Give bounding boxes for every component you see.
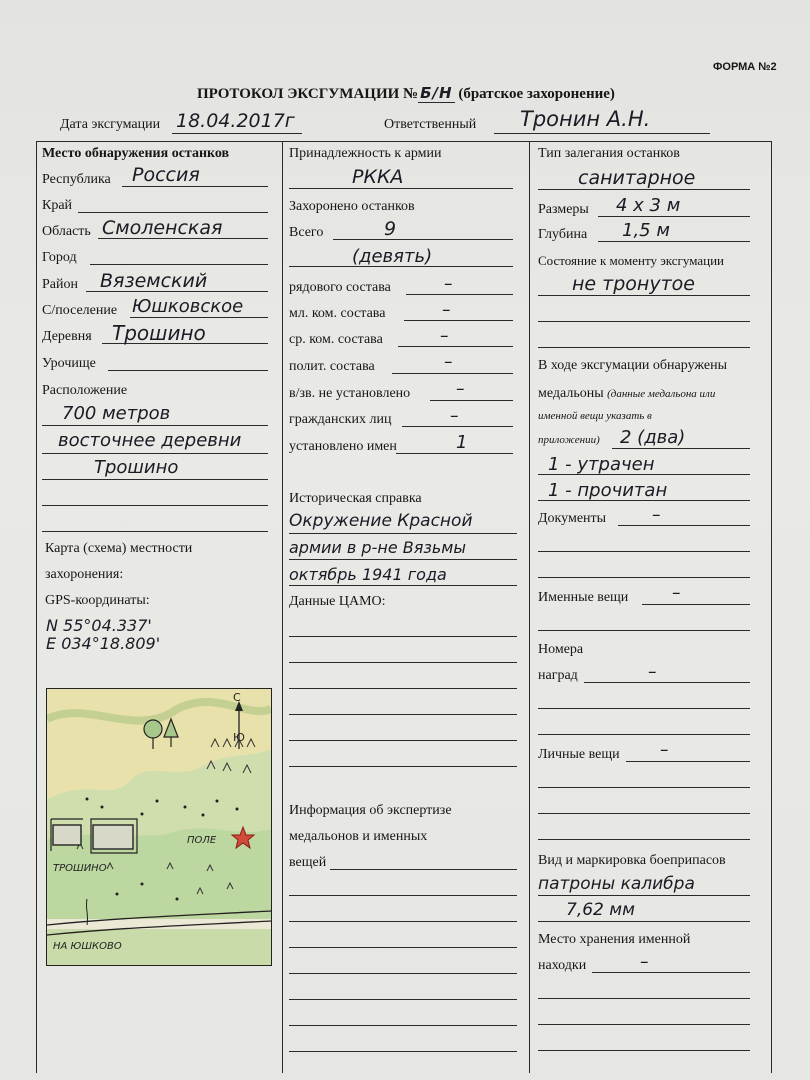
- gps-east: E 034°18.809': [46, 634, 161, 653]
- buried-label: Захоронено останков: [289, 199, 415, 214]
- oblast-label: Область: [42, 224, 91, 239]
- history-line1: Окружение Красной: [289, 511, 473, 531]
- total-value: 9: [384, 218, 397, 240]
- ammo-line1: патроны калибра: [538, 874, 695, 894]
- rank-row-label: ср. ком. состава: [289, 332, 383, 347]
- krai-label: Край: [42, 198, 73, 213]
- page-title: [197, 84, 615, 103]
- size-label: Размеры: [538, 202, 589, 217]
- district-value: Вяземский: [100, 270, 208, 292]
- expertise-label-3: вещей: [289, 855, 327, 870]
- location-line2: восточнее деревни: [58, 430, 242, 451]
- rank-row-value: –: [456, 379, 465, 399]
- date-value: 18.04.2017г: [176, 110, 295, 132]
- map-label-1: Карта (схема) местности: [45, 541, 193, 556]
- personal-label: Личные вещи: [538, 747, 620, 762]
- total-label: Всего: [289, 225, 324, 240]
- rank-row-value: –: [450, 406, 459, 426]
- docs-value: –: [652, 505, 661, 525]
- size-value: 4 х 3 м: [616, 195, 681, 216]
- rank-row-value: –: [440, 326, 449, 346]
- title-number: Б/Н: [420, 84, 453, 102]
- type-value: санитарное: [578, 167, 696, 189]
- rank-row-value: 1: [456, 432, 468, 453]
- north-label: С: [233, 691, 241, 704]
- map-drawing: [47, 689, 271, 965]
- found-line2: 1 - утрачен: [548, 454, 655, 475]
- total-words: (девять): [352, 246, 433, 267]
- storage-label-2: находки: [538, 958, 587, 973]
- location-label: Расположение: [42, 383, 128, 398]
- found-note-3: приложении): [538, 434, 600, 446]
- house-icon: [93, 825, 133, 849]
- found-note-2: именной вещи указать в: [538, 410, 652, 422]
- gps-north: N 55°04.337': [46, 616, 152, 635]
- history-line3: октябрь 1941 года: [289, 565, 447, 584]
- found-label-2: [538, 386, 715, 402]
- awards-label-2: наград: [538, 668, 578, 683]
- named-label: Именные вещи: [538, 590, 629, 605]
- title-suffix: (братское захоронение): [458, 86, 615, 102]
- city-label: Город: [42, 250, 77, 265]
- col1-heading: Место обнаружения останков: [42, 146, 230, 161]
- tract-label: Урочище: [42, 356, 96, 371]
- responsible-label: Ответственный: [384, 117, 477, 132]
- rank-row-value: –: [444, 352, 453, 372]
- army-value: РККА: [352, 166, 404, 188]
- form-number: ФОРМА №2: [713, 61, 777, 73]
- date-label: Дата эксгумации: [60, 117, 161, 132]
- rank-row-value: –: [442, 300, 451, 320]
- awards-label-1: Номера: [538, 642, 584, 657]
- village-label: Деревня: [42, 329, 92, 344]
- village-map-label: ТРОШИНО: [53, 863, 107, 874]
- settlement-label: С/поселение: [42, 303, 118, 318]
- awards-value: –: [648, 662, 657, 682]
- district-label: Район: [42, 277, 78, 292]
- storage-value: –: [640, 952, 649, 972]
- settlement-value: Юшковское: [132, 296, 244, 317]
- found-note-1: (данные медальона или: [607, 388, 716, 400]
- state-value: не тронутое: [572, 273, 695, 295]
- found-label-2-text: медальоны: [538, 386, 604, 401]
- state-label: Состояние к моменту эксгумации: [538, 253, 724, 268]
- road-label: НА ЮШКОВО: [53, 941, 122, 952]
- tsamo-label: Данные ЦАМО:: [289, 594, 386, 609]
- oblast-value: Смоленская: [102, 217, 223, 239]
- found-line3: 1 - прочитан: [548, 480, 668, 501]
- rank-row-label: полит. состава: [289, 359, 375, 374]
- depth-value: 1,5 м: [622, 220, 670, 241]
- republic-label: Республика: [42, 172, 111, 187]
- docs-label: Документы: [538, 511, 607, 526]
- rank-row-label: рядового состава: [289, 280, 391, 295]
- type-label: Тип залегания останков: [538, 146, 680, 161]
- history-line2: армии в р-не Вязьмы: [289, 538, 466, 557]
- ammo-line2: 7,62 мм: [566, 900, 635, 920]
- ammo-label: Вид и маркировка боеприпасов: [538, 853, 726, 868]
- rank-row-label: установлено имен: [289, 439, 397, 454]
- responsible-value: Тронин А.Н.: [520, 107, 651, 131]
- burial-site-map: [46, 688, 272, 966]
- rank-row-value: –: [444, 274, 453, 294]
- expertise-label-1: Информация об экспертизе: [289, 803, 452, 818]
- found-label-1: В ходе эксгумации обнаружены: [538, 358, 727, 373]
- south-label: Ю: [233, 731, 245, 744]
- rank-row-label: в/зв. не установлено: [289, 386, 411, 401]
- rank-row-label: гражданских лиц: [289, 412, 392, 427]
- title-prefix: ПРОТОКОЛ ЭКСГУМАЦИИ №: [197, 86, 419, 102]
- personal-value: –: [660, 740, 669, 760]
- gps-label: GPS-координаты:: [45, 593, 150, 608]
- named-value: –: [672, 583, 681, 603]
- depth-label: Глубина: [538, 227, 588, 242]
- army-label: Принадлежность к армии: [289, 146, 442, 161]
- rank-row-label: мл. ком. состава: [289, 306, 386, 321]
- location-line3: Трошино: [94, 457, 179, 478]
- history-label: Историческая справка: [289, 491, 422, 506]
- map-label-2: захоронения:: [45, 567, 124, 582]
- storage-label-1: Место хранения именной: [538, 932, 691, 947]
- republic-value: Россия: [132, 164, 200, 186]
- house-icon: [53, 825, 81, 845]
- location-line1: 700 метров: [62, 403, 171, 424]
- village-value: Трошино: [112, 321, 206, 345]
- field-label: ПОЛЕ: [187, 835, 217, 846]
- found-value: 2 (два): [620, 427, 686, 448]
- expertise-label-2: медальонов и именных: [289, 829, 428, 844]
